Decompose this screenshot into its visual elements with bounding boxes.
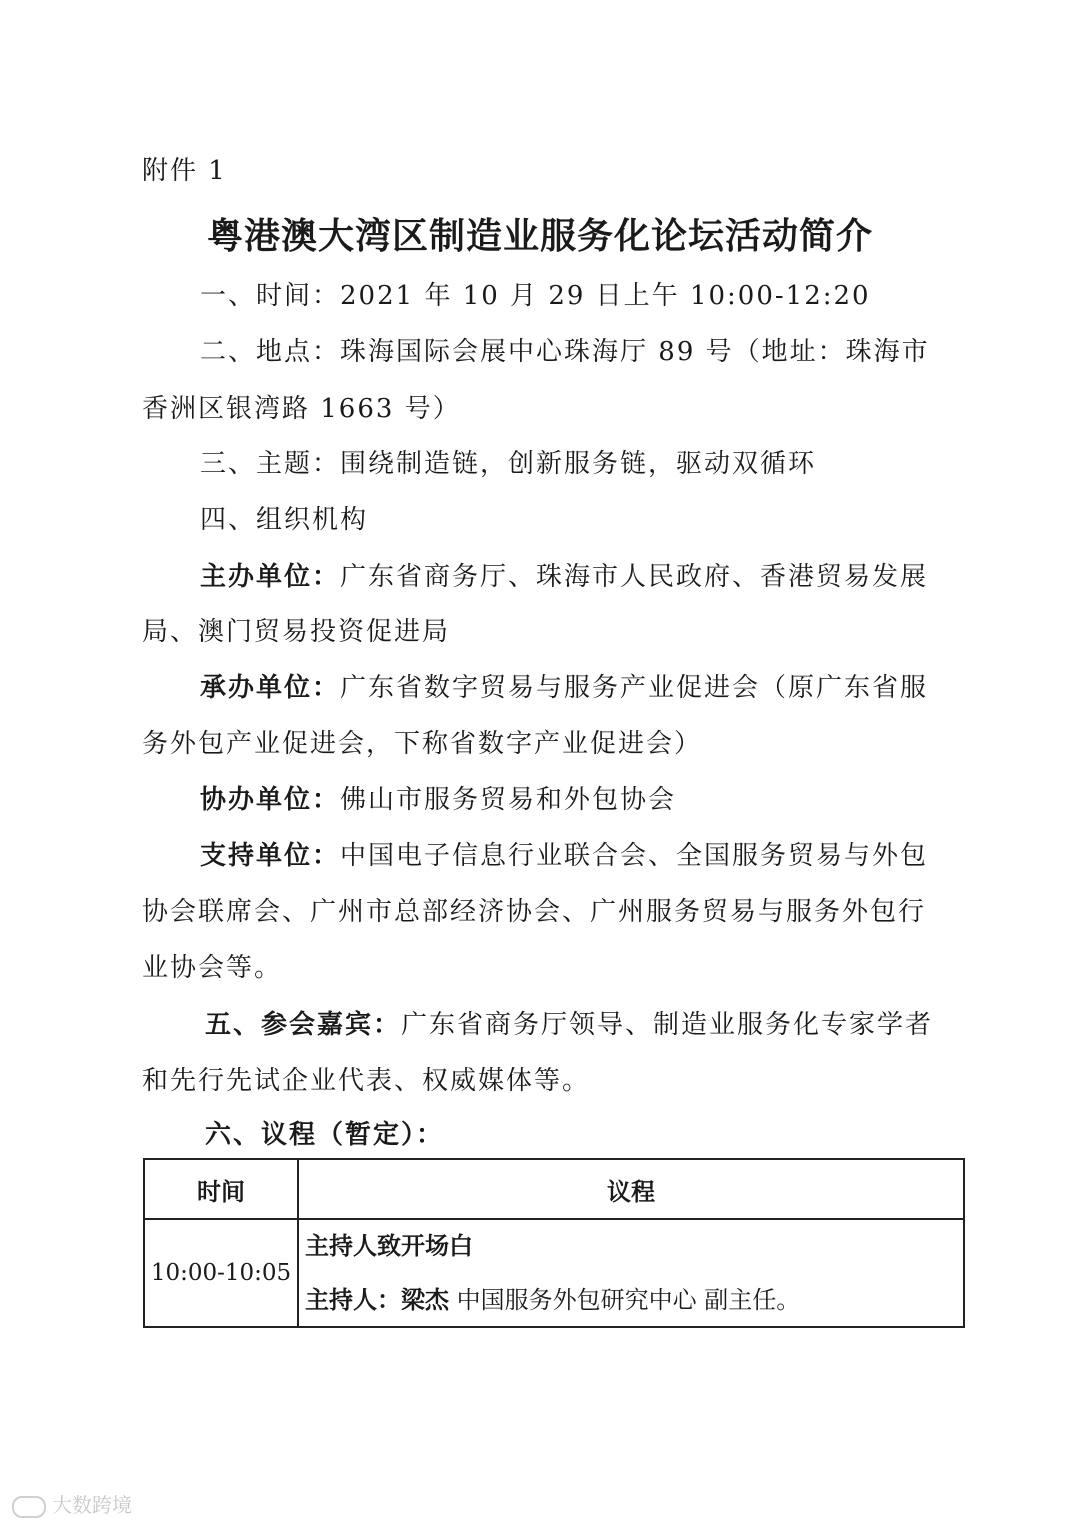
supporter-label: 支持单位： [200, 841, 341, 871]
co-organizer-text: 佛山市服务贸易和外包协会 [340, 785, 677, 815]
location-text-1: 珠海国际会展中心珠海厅 89 号（地址：珠海市 [340, 337, 930, 367]
time-line [200, 275, 871, 312]
supporter-line-1 [200, 835, 928, 872]
organizer-line-2: 务外包产业促进会，下称省数字产业促进会） [142, 729, 703, 759]
watermark [12, 1489, 132, 1518]
agenda-header-item: 议程 [298, 1159, 964, 1219]
org-heading: 四、组织机构 [200, 505, 369, 535]
agenda-row-host [305, 1286, 955, 1314]
host-line-2: 局、澳门贸易投资促进局 [142, 617, 451, 647]
theme-line [200, 443, 816, 480]
organizer-label: 承办单位： [200, 673, 341, 703]
watermark-logo-icon [12, 1496, 46, 1518]
agenda-row-item: 主持人致开场白 [305, 1232, 473, 1260]
supporter-line-2: 协会联席会、广州市总部经济协会、广州服务贸易与服务外包行 [142, 897, 927, 927]
agenda-row-item-cell [298, 1219, 964, 1327]
supporter-text-1: 中国电子信息行业联合会、全国服务贸易与外包 [340, 841, 929, 871]
page-title: 粤港澳大湾区制造业服务化论坛活动简介 [206, 216, 873, 257]
organizer-text-1: 广东省数字贸易与服务产业促进会（原广东省服 [340, 673, 929, 703]
location-line-2: 香洲区银湾路 1663 号） [142, 394, 461, 424]
agenda-host-text: 中国服务外包研究中心 副主任。 [449, 1286, 801, 1314]
guests-label: 五、参会嘉宾： [205, 1010, 402, 1040]
agenda-host-label: 主持人：梁杰 [305, 1286, 449, 1314]
location-line-1 [200, 331, 930, 368]
organizer-line-1 [200, 667, 928, 704]
attachment-label: 附件 1 [142, 156, 227, 186]
time-text: 2021 年 10 月 29 日上午 10:00-12:20 [340, 281, 871, 311]
table-row [144, 1219, 964, 1327]
guests-line-2: 和先行先试企业代表、权威媒体等。 [142, 1066, 591, 1096]
guests-line-1 [205, 1004, 933, 1041]
agenda-header-time: 时间 [144, 1159, 298, 1219]
watermark-text: 大数跨境 [52, 1493, 132, 1517]
agenda-heading: 六、议程（暂定）： [205, 1120, 445, 1150]
agenda-table [143, 1158, 965, 1328]
co-organizer-line [200, 779, 676, 816]
agenda-header-row [144, 1159, 964, 1219]
supporter-line-3: 业协会等。 [142, 953, 283, 983]
time-label: 一、时间： [200, 281, 341, 311]
host-text-1: 广东省商务厅、珠海市人民政府、香港贸易发展 [340, 562, 929, 592]
theme-text: 围绕制造链，创新服务链，驱动双循环 [340, 449, 817, 479]
location-label: 二、地点： [200, 337, 341, 367]
guests-text-1: 广东省商务厅领导、制造业服务化专家学者 [401, 1010, 934, 1040]
agenda-row-time: 10:00-10:05 [144, 1219, 298, 1327]
host-label: 主办单位： [200, 562, 341, 592]
theme-label: 三、主题： [200, 449, 341, 479]
co-organizer-label: 协办单位： [200, 785, 341, 815]
host-line-1 [200, 556, 928, 593]
